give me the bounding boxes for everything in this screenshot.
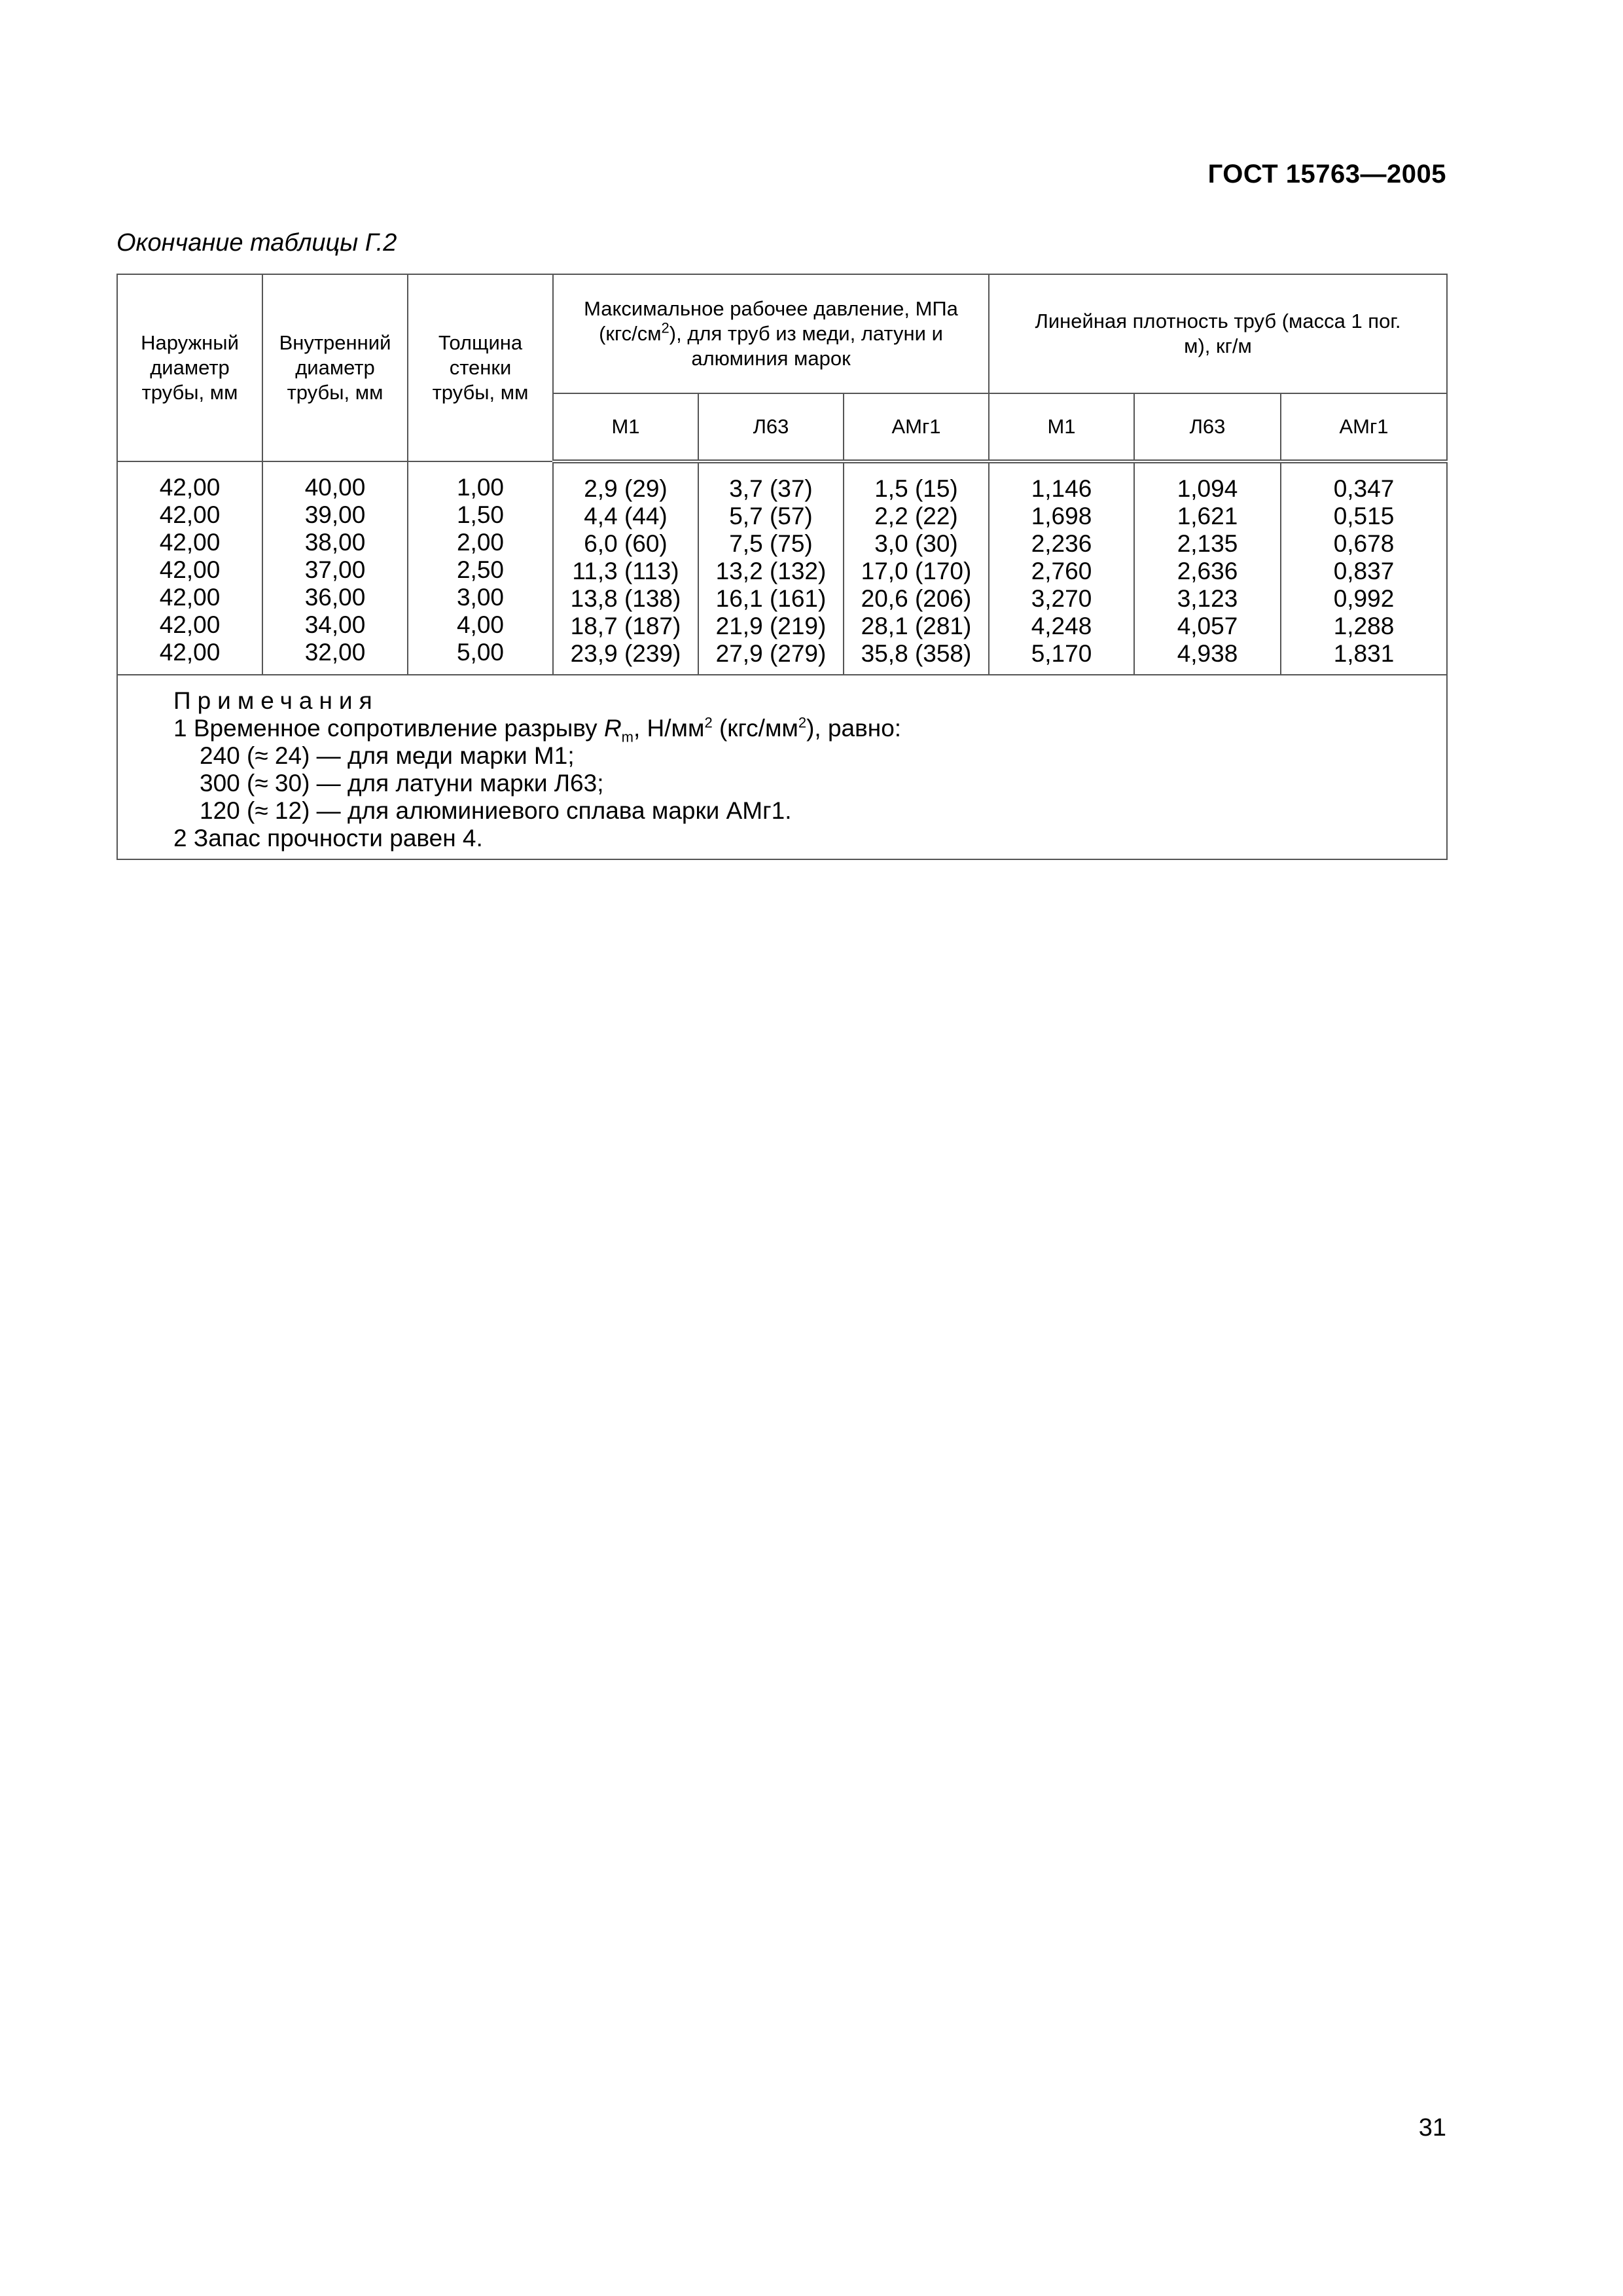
table-data-row xyxy=(117,461,1447,675)
table-cell: 37,00 xyxy=(304,556,366,583)
table-cell: 2,236 xyxy=(1031,530,1092,557)
note-1-sup-2: 2 xyxy=(798,714,807,731)
table-cell: 42,00 xyxy=(159,639,221,666)
table-cell: 0,992 xyxy=(1333,585,1395,612)
table-cell: 42,00 xyxy=(159,529,221,556)
header-max-pressure xyxy=(553,274,989,393)
header-max-pressure-text-b: ), для труб из меди, латуни и алюминия марок xyxy=(669,322,943,370)
table-cell: 1,094 xyxy=(1177,475,1238,502)
table-cell: 3,123 xyxy=(1177,585,1238,612)
table-cell: 2,9 (29) xyxy=(584,475,668,502)
table-cell: 4,057 xyxy=(1177,613,1238,639)
note-2: 2 Запас прочности равен 4. xyxy=(173,825,483,852)
table-cell: 2,50 xyxy=(456,556,504,583)
table-cell: 2,135 xyxy=(1177,530,1238,557)
column-inner-diameter xyxy=(262,461,408,675)
column-pressure-l63 xyxy=(698,461,844,675)
table-cell: 4,4 (44) xyxy=(584,503,668,529)
note-1-sup-1: 2 xyxy=(704,714,713,731)
table-cell: 2,00 xyxy=(456,529,504,556)
table-cell: 3,00 xyxy=(456,584,504,611)
header-max-pressure-sup: 2 xyxy=(661,319,669,336)
table-cell: 1,698 xyxy=(1031,503,1092,529)
table-cell: 20,6 (206) xyxy=(861,585,972,612)
table-cell: 38,00 xyxy=(304,529,366,556)
header-grade-pressure-amg1: АМг1 xyxy=(844,393,989,461)
header-inner-diameter: Внутренний диаметр трубы, мм xyxy=(262,274,408,461)
table-cell: 21,9 (219) xyxy=(715,613,827,639)
notes-row xyxy=(117,675,1447,859)
table-cell: 42,00 xyxy=(159,474,221,501)
table-cell: 4,248 xyxy=(1031,613,1092,639)
header-linear-density: Линейная плотность труб (масса 1 пог. м), кг/м xyxy=(989,274,1447,393)
table-cell: 3,7 (37) xyxy=(729,475,813,502)
table-cell: 18,7 (187) xyxy=(570,613,681,639)
table-cell: 17,0 (170) xyxy=(861,558,972,584)
column-density-m1 xyxy=(989,461,1134,675)
column-wall-thickness xyxy=(408,461,553,675)
table-cell: 0,347 xyxy=(1333,475,1395,502)
table-cell: 5,170 xyxy=(1031,640,1092,667)
table-cell: 11,3 (113) xyxy=(572,558,679,584)
data-table-container xyxy=(116,274,1446,860)
table-cell: 42,00 xyxy=(159,556,221,583)
header-max-pressure-text-a: Максимальное рабочее давление, МПа (кгс/см xyxy=(584,297,958,345)
table-cell: 36,00 xyxy=(304,584,366,611)
table-cell: 5,7 (57) xyxy=(729,503,813,529)
column-density-l63 xyxy=(1134,461,1281,675)
table-cell: 13,8 (138) xyxy=(570,585,681,612)
note-1 xyxy=(173,714,1446,745)
table-cell: 1,621 xyxy=(1177,503,1238,529)
table-cell: 42,00 xyxy=(159,611,221,638)
table-cell: 32,00 xyxy=(304,639,366,666)
note-1-item: 300 (≈ 30) — для латуни марки Л63; xyxy=(200,770,604,797)
table-cell: 6,0 (60) xyxy=(584,530,668,557)
header-wall-thickness: Толщина стенки трубы, мм xyxy=(408,274,553,461)
document-code: ГОСТ 15763—2005 xyxy=(1207,160,1446,188)
note-1-subscript: m xyxy=(621,728,633,745)
page-number: 31 xyxy=(1418,2114,1446,2142)
table-cell: 4,938 xyxy=(1177,640,1238,667)
notes-title: Примечания xyxy=(173,687,379,714)
header-grade-density-m1: М1 xyxy=(989,393,1134,461)
table-cell: 0,515 xyxy=(1333,503,1395,529)
table-cell: 1,00 xyxy=(456,474,504,501)
note-1-item: 120 (≈ 12) — для алюминиевого сплава марки АМг1. xyxy=(200,797,792,824)
table-cell: 1,831 xyxy=(1333,640,1395,667)
table-cell: 42,00 xyxy=(159,501,221,528)
table-cell: 1,288 xyxy=(1333,613,1395,639)
table-cell: 13,2 (132) xyxy=(715,558,827,584)
header-grade-density-amg1: АМг1 xyxy=(1281,393,1447,461)
table-cell: 2,636 xyxy=(1177,558,1238,584)
table-cell: 16,1 (161) xyxy=(715,585,827,612)
table-cell: 1,146 xyxy=(1031,475,1092,502)
notes-cell xyxy=(117,675,1447,859)
table-cell: 35,8 (358) xyxy=(861,640,972,667)
note-1-text-a: 1 Временное сопротивление разрыву xyxy=(173,715,604,742)
note-1-text-b: , Н/мм xyxy=(633,715,705,742)
header-grade-pressure-l63: Л63 xyxy=(698,393,844,461)
note-1-item: 240 (≈ 24) — для меди марки М1; xyxy=(200,742,575,769)
column-density-amg1 xyxy=(1281,461,1447,675)
table-cell: 2,760 xyxy=(1031,558,1092,584)
header-outer-diameter: Наружный диаметр трубы, мм xyxy=(117,274,262,461)
table-cell: 3,270 xyxy=(1031,585,1092,612)
note-1-symbol-r: R xyxy=(603,715,622,742)
table-cell: 1,50 xyxy=(456,501,504,528)
table-cell: 23,9 (239) xyxy=(570,640,681,667)
note-1-text-c: (кгс/мм xyxy=(712,715,798,742)
table-caption: Окончание таблицы Г.2 xyxy=(116,229,397,257)
table-cell: 42,00 xyxy=(159,584,221,611)
data-table xyxy=(116,274,1448,860)
table-cell: 1,5 (15) xyxy=(874,475,958,502)
table-cell: 2,2 (22) xyxy=(874,503,958,529)
table-cell: 5,00 xyxy=(456,639,504,666)
column-pressure-amg1 xyxy=(844,461,989,675)
table-cell: 34,00 xyxy=(304,611,366,638)
table-cell: 7,5 (75) xyxy=(729,530,813,557)
table-cell: 28,1 (281) xyxy=(861,613,972,639)
table-cell: 3,0 (30) xyxy=(874,530,958,557)
header-grade-pressure-m1: М1 xyxy=(553,393,698,461)
column-pressure-m1 xyxy=(553,461,698,675)
header-grade-density-l63: Л63 xyxy=(1134,393,1281,461)
table-cell: 0,837 xyxy=(1333,558,1395,584)
column-outer-diameter xyxy=(117,461,262,675)
table-cell: 0,678 xyxy=(1333,530,1395,557)
note-1-text-d: ), равно: xyxy=(806,715,902,742)
table-cell: 27,9 (279) xyxy=(715,640,827,667)
table-cell: 39,00 xyxy=(304,501,366,528)
table-cell: 40,00 xyxy=(304,474,366,501)
table-cell: 4,00 xyxy=(456,611,504,638)
